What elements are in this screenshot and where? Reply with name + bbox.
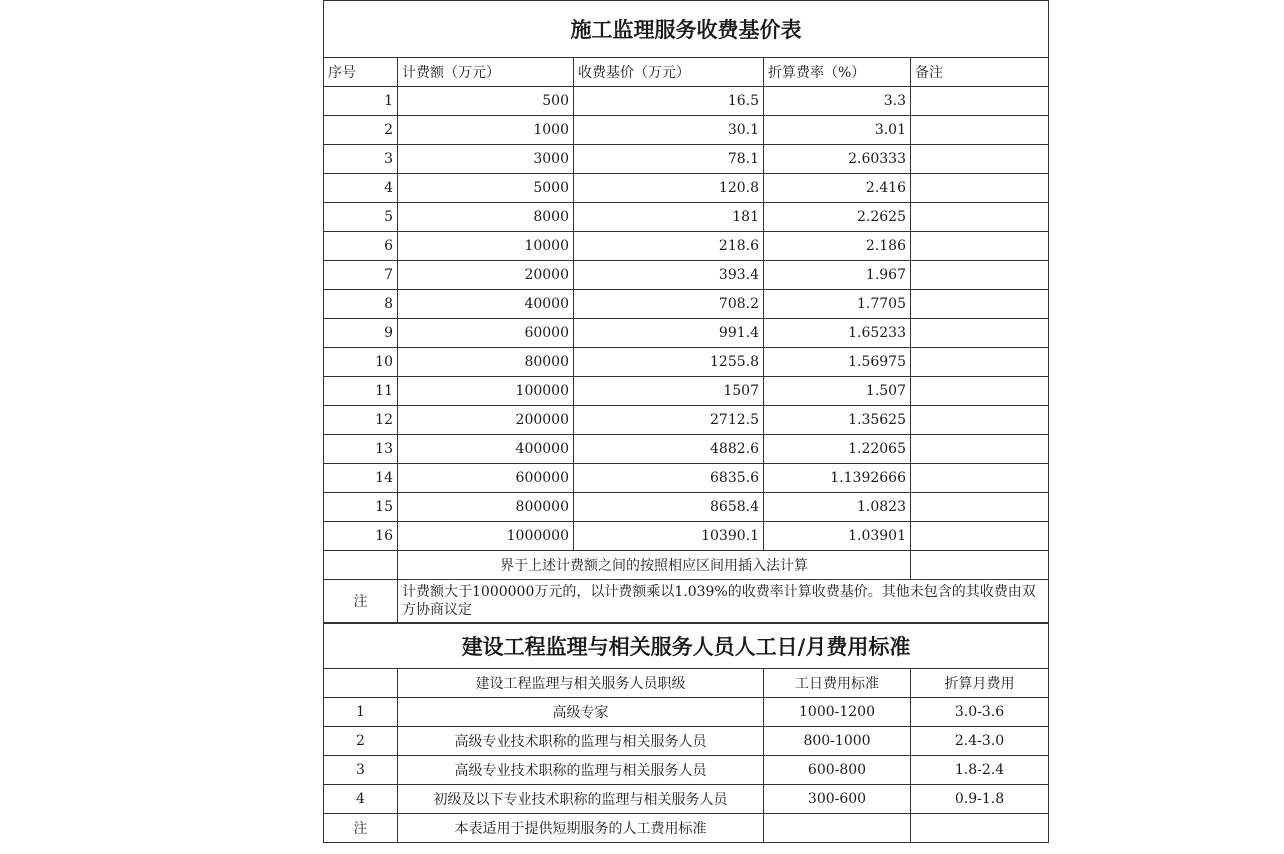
cell-index: 15	[324, 493, 398, 522]
cell-fee-amount: 1000	[398, 116, 574, 145]
cell-index: 2	[324, 727, 398, 756]
table-row	[324, 464, 1049, 493]
table-row	[324, 290, 1049, 319]
cell-remarks	[911, 348, 1049, 377]
cell-remarks	[911, 464, 1049, 493]
table-row	[324, 116, 1049, 145]
cell-remarks	[911, 493, 1049, 522]
cell-rate: 1.967	[764, 261, 911, 290]
cell-base-price: 16.5	[574, 87, 764, 116]
table1-body	[324, 87, 1049, 551]
cell-fee-amount: 200000	[398, 406, 574, 435]
cell-daily-fee: 800-1000	[764, 727, 911, 756]
cell-index: 11	[324, 377, 398, 406]
header-base-price: 收费基价（万元）	[574, 58, 764, 87]
cell-index: 13	[324, 435, 398, 464]
cell-remarks	[911, 174, 1049, 203]
table-row	[324, 348, 1049, 377]
cell-rate: 1.65233	[764, 319, 911, 348]
table-row	[324, 435, 1049, 464]
excess-fee-note: 计费额大于1000000万元的，以计费额乘以1.039%的收费率计算收费基价。其他未包含的其收费由双方协商议定	[398, 580, 1049, 623]
table2-note-label: 注	[324, 814, 398, 843]
cell-remarks	[911, 87, 1049, 116]
table-row	[324, 785, 1049, 814]
table-row	[324, 377, 1049, 406]
cell-fee-amount: 800000	[398, 493, 574, 522]
cell-fee-amount: 40000	[398, 290, 574, 319]
spreadsheet	[323, 0, 1048, 854]
cell-index: 5	[324, 203, 398, 232]
table-row	[324, 522, 1049, 551]
cell-fee-amount: 1000000	[398, 522, 574, 551]
interpolation-note: 界于上述计费额之间的按照相应区间用插入法计算	[398, 551, 911, 580]
cell-index: 12	[324, 406, 398, 435]
table-row	[324, 145, 1049, 174]
table-row	[324, 261, 1049, 290]
header-daily-fee: 工日费用标准	[764, 669, 911, 698]
cell-rate: 3.01	[764, 116, 911, 145]
cell-remarks	[911, 290, 1049, 319]
cell-fee-amount: 600000	[398, 464, 574, 493]
table2-note: 本表适用于提供短期服务的人工费用标准	[398, 814, 764, 843]
cell-fee-amount: 20000	[398, 261, 574, 290]
cell-rate: 1.35625	[764, 406, 911, 435]
table-row	[324, 406, 1049, 435]
cell-base-price: 8658.4	[574, 493, 764, 522]
cell-fee-amount: 80000	[398, 348, 574, 377]
note-spacer	[324, 551, 398, 580]
cell-rate: 1.56975	[764, 348, 911, 377]
note-label: 注	[324, 580, 398, 623]
cell-remarks	[911, 406, 1049, 435]
table-row	[324, 87, 1049, 116]
cell-base-price: 6835.6	[574, 464, 764, 493]
table-row	[324, 756, 1049, 785]
cell-monthly-fee: 2.4-3.0	[911, 727, 1049, 756]
cell-index: 8	[324, 290, 398, 319]
cell-base-price: 30.1	[574, 116, 764, 145]
cell-base-price: 4882.6	[574, 435, 764, 464]
cell-base-price: 120.8	[574, 174, 764, 203]
cell-rate: 3.3	[764, 87, 911, 116]
cell-rate: 1.0823	[764, 493, 911, 522]
cell-index: 1	[324, 87, 398, 116]
table1-header-row	[324, 58, 1049, 87]
cell-base-price: 393.4	[574, 261, 764, 290]
cell-index: 4	[324, 174, 398, 203]
table1-title: 施工监理服务收费基价表	[324, 1, 1049, 58]
cell-fee-amount: 8000	[398, 203, 574, 232]
table-row	[324, 493, 1049, 522]
cell-remarks	[911, 261, 1049, 290]
empty-cell	[911, 814, 1049, 843]
cell-fee-amount: 10000	[398, 232, 574, 261]
cell-index: 7	[324, 261, 398, 290]
cell-index: 4	[324, 785, 398, 814]
cell-base-price: 1507	[574, 377, 764, 406]
cell-index: 1	[324, 698, 398, 727]
table-row	[324, 727, 1049, 756]
cell-fee-amount: 500	[398, 87, 574, 116]
header-fee-amount: 计费额（万元）	[398, 58, 574, 87]
cell-base-price: 708.2	[574, 290, 764, 319]
header-blank	[324, 669, 398, 698]
cell-base-price: 218.6	[574, 232, 764, 261]
cell-remarks	[911, 145, 1049, 174]
cell-monthly-fee: 1.8-2.4	[911, 756, 1049, 785]
cell-rate: 2.2625	[764, 203, 911, 232]
note-empty	[911, 551, 1049, 580]
cell-base-price: 78.1	[574, 145, 764, 174]
cell-daily-fee: 1000-1200	[764, 698, 911, 727]
cell-remarks	[911, 377, 1049, 406]
table-row	[324, 232, 1049, 261]
cell-index: 2	[324, 116, 398, 145]
cell-base-price: 2712.5	[574, 406, 764, 435]
cell-index: 16	[324, 522, 398, 551]
table2-body	[324, 698, 1049, 814]
cell-index: 9	[324, 319, 398, 348]
cell-monthly-fee: 3.0-3.6	[911, 698, 1049, 727]
cell-base-price: 181	[574, 203, 764, 232]
cell-monthly-fee: 0.9-1.8	[911, 785, 1049, 814]
labor-cost-table	[323, 623, 1049, 843]
cell-daily-fee: 300-600	[764, 785, 911, 814]
cell-remarks	[911, 232, 1049, 261]
cell-index: 3	[324, 756, 398, 785]
cell-rate: 1.22065	[764, 435, 911, 464]
cell-rate: 1.1392666	[764, 464, 911, 493]
cell-remarks	[911, 319, 1049, 348]
cell-index: 14	[324, 464, 398, 493]
cell-fee-amount: 100000	[398, 377, 574, 406]
table-row	[324, 174, 1049, 203]
cell-rate: 1.507	[764, 377, 911, 406]
cell-staff-level: 高级专家	[398, 698, 764, 727]
header-remarks: 备注	[911, 58, 1049, 87]
table2-title: 建设工程监理与相关服务人员人工日/月费用标准	[324, 624, 1049, 669]
cell-rate: 1.03901	[764, 522, 911, 551]
cell-remarks	[911, 435, 1049, 464]
table-row	[324, 319, 1049, 348]
header-index: 序号	[324, 58, 398, 87]
cell-staff-level: 高级专业技术职称的监理与相关服务人员	[398, 756, 764, 785]
fee-base-price-table	[323, 0, 1049, 623]
cell-fee-amount: 5000	[398, 174, 574, 203]
cell-remarks	[911, 203, 1049, 232]
table-row	[324, 203, 1049, 232]
table2-header-row	[324, 669, 1049, 698]
cell-remarks	[911, 116, 1049, 145]
cell-fee-amount: 60000	[398, 319, 574, 348]
header-rate: 折算费率（%）	[764, 58, 911, 87]
cell-base-price: 1255.8	[574, 348, 764, 377]
cell-remarks	[911, 522, 1049, 551]
cell-fee-amount: 400000	[398, 435, 574, 464]
cell-index: 6	[324, 232, 398, 261]
cell-fee-amount: 3000	[398, 145, 574, 174]
cell-base-price: 10390.1	[574, 522, 764, 551]
table-row	[324, 698, 1049, 727]
header-staff-level: 建设工程监理与相关服务人员职级	[398, 669, 764, 698]
cell-base-price: 991.4	[574, 319, 764, 348]
cell-rate: 2.416	[764, 174, 911, 203]
header-monthly-fee: 折算月费用	[911, 669, 1049, 698]
cell-rate: 2.60333	[764, 145, 911, 174]
cell-rate: 2.186	[764, 232, 911, 261]
empty-cell	[764, 814, 911, 843]
cell-index: 10	[324, 348, 398, 377]
cell-index: 3	[324, 145, 398, 174]
cell-staff-level: 高级专业技术职称的监理与相关服务人员	[398, 727, 764, 756]
cell-daily-fee: 600-800	[764, 756, 911, 785]
cell-rate: 1.7705	[764, 290, 911, 319]
cell-staff-level: 初级及以下专业技术职称的监理与相关服务人员	[398, 785, 764, 814]
